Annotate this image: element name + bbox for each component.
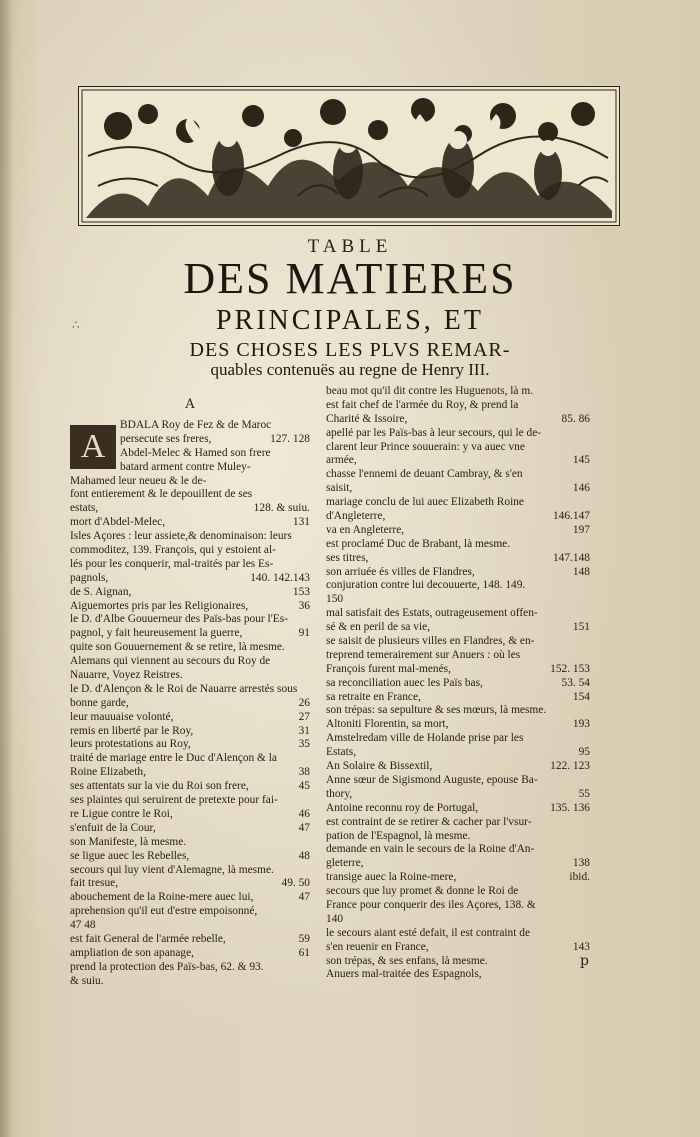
entry-text: estats, (70, 502, 99, 515)
index-entry-line (70, 905, 310, 919)
title-table: TABLE (307, 236, 393, 257)
index-entry-line (70, 933, 310, 947)
index-entry-line (70, 669, 310, 683)
index-entry-line (70, 808, 310, 822)
right-entry-list (326, 385, 590, 982)
page-reference: 146 (572, 482, 590, 495)
entry-text: lés pour les conquerir, mal-traités par les Es- (70, 557, 274, 570)
entry-text: mal satisfait des Estats, outrageusement offen- (326, 607, 538, 620)
page-reference: 49. 50 (281, 877, 310, 890)
entry-text: secours que luy promet & donne le Roi de (326, 885, 519, 898)
index-entry-line (70, 641, 310, 655)
page-reference: 26 (298, 696, 310, 709)
page-reference: 148 (572, 565, 590, 578)
page-reference: 47 (298, 821, 310, 834)
entry-text: Abdel-Melec & Hamed son frere (120, 446, 271, 459)
index-entry-line (326, 843, 590, 857)
index-entry-line (70, 850, 310, 864)
entry-text: persecute ses freres, (120, 432, 212, 445)
entry-text: Amstelredam ville de Holande prise par les (326, 732, 524, 745)
entry-text: remis en liberté par le Roy, (70, 724, 194, 737)
index-entry-line (70, 586, 310, 600)
index-entry-line (326, 927, 590, 941)
index-entry-line (70, 502, 310, 516)
page-reference: 154 (572, 690, 590, 703)
page-reference: 55 (578, 787, 590, 800)
index-entry-line (70, 975, 310, 989)
index-entry-line (70, 752, 310, 766)
entry-text: beau mot qu'il dit contre les Huguenots, là m. (326, 385, 534, 397)
page-reference: 35 (298, 738, 310, 751)
decorated-initial: A (70, 425, 116, 469)
entry-text: fait tresue, (70, 877, 119, 890)
index-entry-line (70, 572, 310, 586)
entry-text: se ligue auec les Rebelles, (70, 849, 190, 862)
title-des-matieres: DES MATIERES (183, 254, 517, 303)
entry-text: transige auec la Roine-mere, (326, 871, 457, 884)
entry-text: France pour conquerir des iles Açores, 138. & (326, 898, 536, 911)
index-entry-line (70, 864, 310, 878)
page-reference: 53. 54 (561, 676, 590, 689)
page-reference: 36 (298, 599, 310, 612)
entry-text: Nauarre, Voyez Reistres. (70, 669, 183, 682)
page-reference: 140. 142.143 (250, 571, 310, 584)
entry-text: mariage conclu de lui auec Elizabeth Roine (326, 496, 524, 509)
entry-text: bonne garde, (70, 696, 129, 709)
index-entry-line (70, 961, 310, 975)
index-entry-line (326, 566, 590, 580)
page-reference: 59 (298, 932, 310, 945)
index-entry-line (70, 475, 310, 489)
index-entry-line (70, 655, 310, 669)
page-reference: 85. 86 (561, 412, 590, 425)
index-entry-line (326, 760, 590, 774)
index-entry-line (326, 857, 590, 871)
entry-text: 150 (326, 593, 344, 606)
index-entry-line (120, 433, 310, 447)
entry-text: demande en vain le secours de la Roine d'An- (326, 843, 535, 856)
index-entry-line (326, 593, 590, 607)
entry-text: d'Angleterre, (326, 510, 386, 523)
entry-text: treprend temerairement sur Anuers : où les (326, 648, 521, 661)
index-entry-line (326, 496, 590, 510)
page-reference: 122. 123 (550, 760, 590, 773)
page-reference: 143 (572, 940, 590, 953)
entry-text: Mahamed leur neueu & le de- (70, 474, 207, 487)
entry-text: leurs protestations au Roy, (70, 738, 191, 751)
index-entry-line (326, 691, 590, 705)
index-entry-line (326, 732, 590, 746)
entry-text: de S. Aignan, (70, 585, 132, 598)
index-entry-line (326, 579, 590, 593)
entry-text: va en Angleterre, (326, 523, 405, 536)
page-reference: 135. 136 (550, 801, 590, 814)
index-entry-line (326, 955, 590, 969)
index-entry-line (326, 538, 590, 552)
index-entry-line (326, 385, 590, 399)
entry-text: font entierement & le depouillent de ses (70, 488, 253, 501)
entry-text: clarent leur Prince souuerain: y va auec vne (326, 440, 525, 453)
entry-text: pagnols, (70, 571, 109, 584)
page-reference: 128. & suiu. (253, 502, 310, 515)
entry-text: Altoniti Florentin, sa mort, (326, 718, 449, 731)
entry-text: Anuers mal-traitée des Espagnols, (326, 968, 482, 981)
entry-text: abouchement de la Roine-mere auec lui, (70, 891, 254, 904)
entry-text: 47 48 (70, 919, 96, 932)
entry-text: son trépas: sa sepulture & ses mœurs, là mesme. (326, 704, 547, 717)
entry-text: est proclamé Duc de Brabant, là mesme. (326, 537, 511, 550)
page-reference: 151 (572, 621, 590, 634)
page-reference: 27 (298, 710, 310, 723)
index-entry-line (326, 441, 590, 455)
index-entry-line (120, 461, 310, 475)
index-entry-line (70, 613, 310, 627)
entry-text: Alemans qui viennent au secours du Roy de (70, 655, 271, 668)
entry-text: conjuration contre lui decouuerte, 148. 149. (326, 579, 526, 592)
entry-text: Anne sœur de Sigismond Auguste, epouse Ba- (326, 773, 538, 786)
entry-text: Charité & Issoire, (326, 412, 408, 425)
entry-text: est fait General de l'armée rebelle, (70, 932, 226, 945)
entry-text: sa retraite en France, (326, 690, 421, 703)
entry-text: leur mauuaise volonté, (70, 710, 174, 723)
index-entry-line (70, 488, 310, 502)
entry-text: sa reconciliation auec les Païs bas, (326, 676, 483, 689)
index-entry-line (70, 766, 310, 780)
index-column-right (326, 385, 590, 982)
index-entry-line (326, 482, 590, 496)
entry-text: BDALA Roy de Fez & de Maroc (120, 419, 272, 431)
index-entry-line (120, 447, 310, 461)
index-entry-line (326, 788, 590, 802)
index-entry-line (70, 544, 310, 558)
index-entry-line (326, 704, 590, 718)
page-reference: 95 (578, 746, 590, 759)
index-entry-line (326, 427, 590, 441)
entry-text: sé & en peril de sa vie, (326, 621, 431, 634)
left-entry-list (70, 419, 310, 989)
index-entry-line (326, 746, 590, 760)
entry-text: le D. d'Albe Gouuerneur des Païs-bas pour l'Es- (70, 613, 288, 626)
index-entry-line (326, 913, 590, 927)
page-reference: 152. 153 (550, 662, 590, 675)
page-reference: 147.148 (552, 551, 590, 564)
index-entry-line (70, 947, 310, 961)
index-entry-line (70, 891, 310, 905)
index-entry-line (70, 711, 310, 725)
index-entry-line (326, 718, 590, 732)
entry-text: Antoine reconnu roy de Portugal, (326, 801, 479, 814)
entry-text: aprehension qu'il eut d'estre empoisonné, (70, 905, 258, 918)
page-reference: 153 (292, 585, 310, 598)
page-reference: 138 (572, 857, 590, 870)
index-entry-line (326, 621, 590, 635)
index-entry-line (326, 635, 590, 649)
index-entry-line (326, 830, 590, 844)
entry-text: son arriuée és villes de Flandres, (326, 565, 475, 578)
index-entry-line (70, 683, 310, 697)
entry-text: gleterre, (326, 857, 364, 870)
entry-text: ampliation de son apanage, (70, 946, 194, 959)
page-reference: 146.147 (552, 510, 590, 523)
index-entry-line (326, 552, 590, 566)
index-entry-line (326, 968, 590, 982)
entry-text: quite son Gouuernement & se retire, là mesme. (70, 641, 285, 654)
index-entry-line (326, 885, 590, 899)
page-reference: 47 (298, 891, 310, 904)
page-fold-shadow (0, 0, 14, 1137)
title-quables: quables contenuës au regne de Henry III. (210, 360, 490, 379)
page-reference: 197 (572, 523, 590, 536)
page-reference: 48 (298, 849, 310, 862)
index-entry-line (326, 802, 590, 816)
index-entry-line (70, 780, 310, 794)
index-entry-line (70, 822, 310, 836)
entry-text: s'enfuit de la Cour, (70, 821, 156, 834)
index-entry-line (326, 663, 590, 677)
entry-text: secours qui luy vient d'Alemagne, là mesme. (70, 863, 274, 876)
index-entry-line (326, 454, 590, 468)
entry-text: chasse l'ennemi de deuant Cambray, & s'en (326, 468, 523, 481)
page-reference: 31 (298, 724, 310, 737)
index-entry-line (120, 419, 310, 433)
entry-text: ses plaintes qui seruirent de pretexte pour fai- (70, 794, 278, 807)
index-entry-line (70, 738, 310, 752)
entry-text: son Manifeste, là mesme. (70, 835, 187, 848)
page-reference: 127. 128 (270, 432, 310, 445)
index-entry-line (70, 836, 310, 850)
index-entry-line (326, 899, 590, 913)
page-reference: 193 (572, 718, 590, 731)
index-entry-line (326, 649, 590, 663)
page-reference: 46 (298, 807, 310, 820)
entry-text: le D. d'Alençon & le Roi de Nauarre arrestés sous (70, 682, 298, 695)
entry-text: armée, (326, 454, 357, 467)
entry-text: François furent mal-menés, (326, 662, 451, 675)
index-entry-line (326, 774, 590, 788)
index-entry-line (70, 919, 310, 933)
index-entry-line (70, 627, 310, 641)
entry-text: An Solaire & Bissextil, (326, 760, 433, 773)
index-entry-line (326, 941, 590, 955)
page-reference: 91 (298, 627, 310, 640)
index-entry-line (70, 794, 310, 808)
entry-text: batard arment contre Muley- (120, 460, 251, 473)
page-reference: 45 (298, 780, 310, 793)
entry-text: s'en reuenir en France, (326, 940, 429, 953)
woodcut-headpiece (78, 86, 620, 226)
entry-text: est contraint de se retirer & cacher par l'vsur- (326, 815, 532, 828)
entry-text: traité de mariage entre le Duc d'Alençon & la (70, 752, 277, 765)
page-reference: 131 (292, 516, 310, 529)
entry-text: est fait chef de l'armée du Roy, & prend la (326, 398, 519, 411)
entry-text: re Ligue contre le Roi, (70, 807, 173, 820)
entry-text: Aiguemortes pris par les Religionaires, (70, 599, 249, 612)
index-entry-line (326, 510, 590, 524)
index-entry-line (326, 677, 590, 691)
index-entry-line (326, 871, 590, 885)
entry-text: Isles Açores : leur assiete,& denominaison: leurs (70, 530, 292, 543)
entry-text: mort d'Abdel-Melec, (70, 516, 166, 529)
index-entry-line (326, 816, 590, 830)
entry-text: pagnol, y fait heureusement la guerre, (70, 627, 243, 640)
entry-text: apellé par les Païs-bas à leur secours, qui le de- (326, 426, 542, 439)
entry-text: saisit, (326, 482, 353, 495)
entry-text: & suiu. (70, 974, 104, 987)
page-reference: ibid. (569, 871, 590, 884)
index-column-left (70, 395, 310, 989)
index-entry-line (70, 516, 310, 530)
entry-text: son trépas, & ses enfans, là mesme. (326, 954, 488, 967)
index-entry-line (326, 607, 590, 621)
index-entry-line (70, 558, 310, 572)
page-reference: 145 (572, 454, 590, 467)
index-entry-line (326, 413, 590, 427)
entry-text: commoditez, 139. François, qui y estoient al- (70, 544, 276, 557)
margin-mark-icon: ∴ (72, 318, 80, 332)
index-entry-line (70, 600, 310, 614)
index-entry-line (326, 524, 590, 538)
entry-text: pation de l'Espagnol, là mesme. (326, 829, 471, 842)
section-letter: A (185, 397, 195, 412)
index-entry-line (326, 399, 590, 413)
index-entry-line (70, 697, 310, 711)
entry-text: thory, (326, 787, 353, 800)
catchword: p (580, 953, 589, 969)
page-reference: 61 (298, 946, 310, 959)
index-entry-line (326, 468, 590, 482)
entry-text: ses attentats sur la vie du Roi son frere, (70, 780, 249, 793)
entry-text: prend la protection des Païs-bas, 62. & 93. (70, 960, 264, 973)
index-entry-line (70, 725, 310, 739)
entry-text: Estats, (326, 746, 357, 759)
entry-text: se saisit de plusieurs villes en Flandres, & en- (326, 635, 535, 648)
entry-text: le secours aiant esté defait, il est contraint de (326, 926, 531, 939)
entry-text: 140 (326, 912, 344, 925)
title-principales: PRINCIPALES, ET (215, 305, 484, 336)
entry-text: ses titres, (326, 551, 369, 564)
index-entry-line (70, 530, 310, 544)
entry-text: Roine Elizabeth, (70, 766, 146, 779)
index-entry-line (70, 877, 310, 891)
title-des-choses: DES CHOSES LES PLVS REMAR- (189, 339, 511, 361)
page-reference: 38 (298, 766, 310, 779)
